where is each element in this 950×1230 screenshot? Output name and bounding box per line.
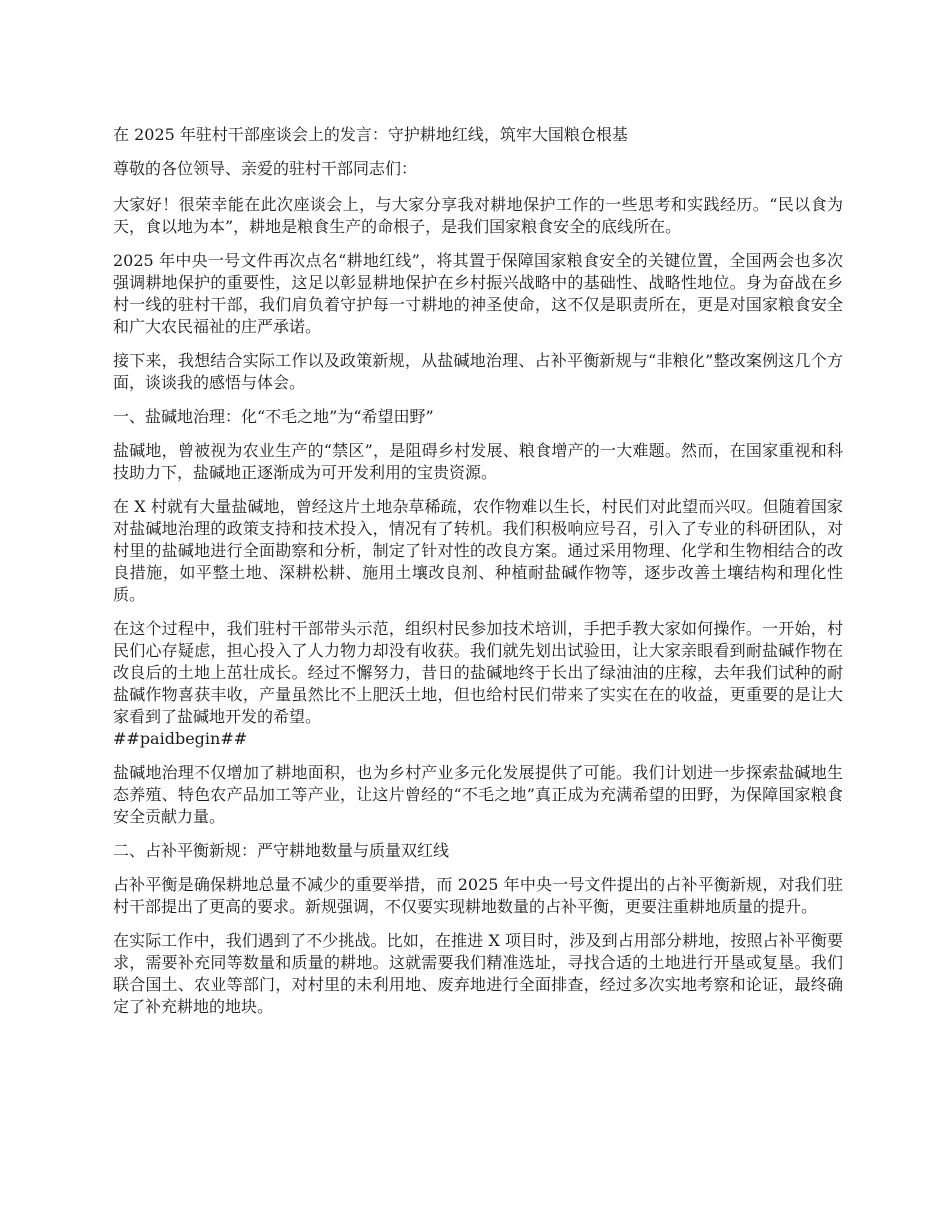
section-1-heading: 一、盐碱地治理：化“不毛之地”为“希望田野” (113, 407, 434, 426)
paid-begin-marker: ##paidbegin## (113, 729, 248, 748)
section-2-paragraph-1: 占补平衡是确保耕地总量不减少的重要举措，而 2025 年中央一号文件提出的占补平衡新规，对我们驻村干部提出了更高的要求。新规强调，不仅要实现耕地数量的占补平衡，更要注重耕地质量的提升。 (113, 875, 843, 916)
document-body (113, 124, 843, 1030)
section-1-paragraph-2: 在 X 村就有大量盐碱地，曾经这片土地杂草稀疏，农作物难以生长，村民们对此望而兴叹。但随着国家对盐碱地治理的政策支持和技术投入，情况有了转机。我们积极响应号召，引入了专业的科研团队，对村里的盐碱地进行全面勘察和分析，制定了针对性的改良方案。通过采用物理、化学和生物相结合的改良措施，如平整土地、深耕松耕、施用土壤改良剂、种植耐盐碱作物等，逐步改善土壤结构和理化性质。 (113, 497, 843, 604)
intro-paragraph-3: 接下来，我想结合实际工作以及政策新规，从盐碱地治理、占补平衡新规与“非粮化”整改案例这几个方面，谈谈我的感悟与体会。 (113, 351, 843, 392)
salutation: 尊敬的各位领导、亲爱的驻村干部同志们： (113, 159, 418, 178)
document-title: 在 2025 年驻村干部座谈会上的发言：守护耕地红线，筑牢大国粮仓根基 (113, 125, 628, 144)
intro-paragraph-1: 大家好！很荣幸能在此次座谈会上，与大家分享我对耕地保护工作的一些思考和实践经历。“民以食为天，食以地为本”，耕地是粮食生产的命根子，是我们国家粮食安全的底线所在。 (113, 195, 843, 236)
section-1-paragraph-3-text: 在这个过程中，我们驻村干部带头示范，组织村民参加技术培训，手把手教大家如何操作。一开始，村民们心存疑虑，担心投入了人力物力却没有收获。我们就先划出试验田，让大家亲眼看到耐盐碱作物在改良后的土地上茁壮成长。经过不懈努力，昔日的盐碱地终于长出了绿油油的庄稼，去年我们试种的耐盐碱作物喜获丰收，产量虽然比不上肥沃土地，但也给村民们带来了实实在在的收益，更重要的是让大家看到了盐碱地开发的希望。 (113, 619, 843, 726)
section-1-paragraph-4: 盐碱地治理不仅增加了耕地面积，也为乡村产业多元化发展提供了可能。我们计划进一步探索盐碱地生态养殖、特色农产品加工等产业，让这片曾经的“不毛之地”真正成为充满希望的田野，为保障国家粮食安全贡献力量。 (113, 763, 843, 826)
section-1-paragraph-1: 盐碱地，曾被视为农业生产的“禁区”，是阻碍乡村发展、粮食增产的一大难题。然而，在国家重视和科技助力下，盐碱地正逐渐成为可开发利用的宝贵资源。 (113, 441, 843, 482)
section-1-paragraph-3 (113, 618, 843, 750)
section-2-heading: 二、占补平衡新规：严守耕地数量与质量双红线 (113, 841, 450, 860)
section-2-paragraph-2: 在实际工作中，我们遇到了不少挑战。比如，在推进 X 项目时，涉及到占用部分耕地，按照占补平衡要求，需要补充同等数量和质量的耕地。这就需要我们精准选址，寻找合适的土地进行开垦或复垦。我们联合国土、农业等部门，对村里的未利用地、废弃地进行全面排查，经过多次实地考察和论证，最终确定了补充耕地的地块。 (113, 931, 843, 1016)
intro-paragraph-2: 2025 年中央一号文件再次点名“耕地红线”，将其置于保障国家粮食安全的关键位置，全国两会也多次强调耕地保护的重要性，这足以彰显耕地保护在乡村振兴战略中的基础性、战略性地位。身为奋战在乡村一线的驻村干部，我们肩负着守护每一寸耕地的神圣使命，这不仅是职责所在，更是对国家粮食安全和广大农民福祉的庄严承诺。 (113, 251, 843, 336)
